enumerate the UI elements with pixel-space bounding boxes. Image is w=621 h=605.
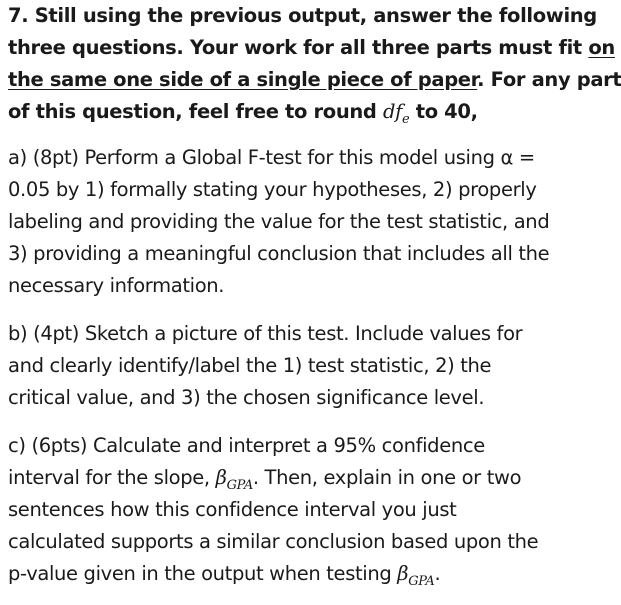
question-line-4-tail: to 40,: [409, 100, 478, 123]
question-line-4-text: of this question, feel free to round: [8, 100, 383, 123]
part-c-line-5-text: p-value given in the output when testing: [8, 562, 398, 585]
document: [8, 0, 621, 590]
underlined-text-on: on: [588, 36, 615, 59]
beta-gpa-symbol: [215, 466, 253, 493]
question-line-4: [8, 96, 544, 128]
part-b-line: critical value, and 3) the chosen significance level.: [8, 386, 485, 409]
part-c-line-2-text: interval for the slope,: [8, 466, 216, 489]
beta-letter: β: [397, 562, 409, 585]
part-a-line: 3) providing a meaningful conclusion that includes all the: [8, 242, 550, 265]
underlined-text-same-side: the same one side of a single piece of paper: [8, 68, 478, 91]
part-c-line-3: sentences how this confidence interval you just: [8, 498, 457, 521]
part-b-line: and clearly identify/label the 1) test statistic, 2) the: [8, 354, 492, 377]
question-line-2: [8, 32, 615, 64]
question-7-header: [8, 0, 621, 128]
part-c-line-5: [8, 558, 544, 590]
part-c-line-1: c) (6pts) Calculate and interpret a 95% confidence: [8, 434, 485, 457]
part-c-line-2-tail: . Then, explain in one or two: [252, 466, 522, 489]
question-line-2-text: three questions. Your work for all three parts must fit: [8, 36, 589, 59]
part-a-line: necessary information.: [8, 274, 225, 297]
df-letters: df: [382, 100, 402, 123]
part-a-line: labeling and providing the value for the test statistic, and: [8, 210, 550, 233]
df-symbol: [382, 100, 410, 127]
question-line-3-text: . For any part: [477, 68, 621, 91]
beta-gpa-symbol: [397, 562, 435, 589]
part-b: [8, 318, 544, 414]
part-a-line: a) (8pt) Perform a Global F-test for this model using α =: [8, 146, 535, 169]
part-c-line-2: [8, 462, 544, 494]
part-a-line: 0.05 by 1) formally stating your hypotheses, 2) properly: [8, 178, 537, 201]
df-subscript: e: [401, 112, 410, 127]
part-c-line-5-tail: .: [434, 562, 441, 585]
beta-letter: β: [215, 466, 227, 489]
question-line-3: [8, 64, 621, 96]
part-b-line: b) (4pt) Sketch a picture of this test. Include values for: [8, 322, 523, 345]
question-line-1: 7. Still using the previous output, answer the following: [8, 4, 597, 27]
beta-subscript: GPA: [226, 478, 253, 493]
beta-subscript: GPA: [408, 574, 435, 589]
part-a: [8, 142, 550, 302]
part-c: [8, 430, 544, 590]
part-c-line-4: calculated supports a similar conclusion based upon the: [8, 530, 539, 553]
